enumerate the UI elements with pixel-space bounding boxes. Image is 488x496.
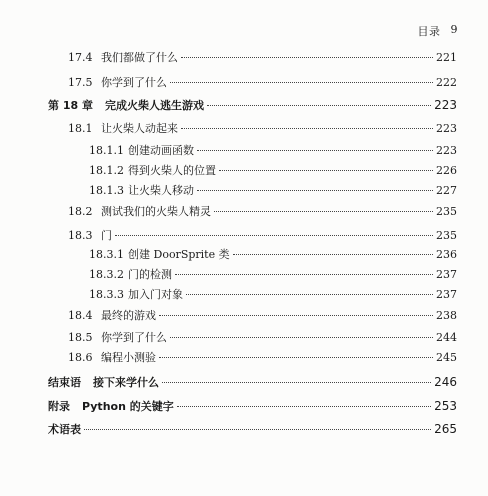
toc-entry-title: 门: [101, 229, 112, 242]
running-head-section: 目录: [417, 25, 441, 38]
toc-entry-number: 第 18 章: [48, 99, 93, 112]
dot-leader: [214, 211, 433, 212]
toc-entry-page-number: 221: [436, 51, 457, 64]
toc-entry-title: 让火柴人动起来: [101, 122, 178, 135]
toc-section-entry[interactable]: [68, 51, 457, 65]
toc-entry-number: 18.3.1: [89, 248, 124, 261]
toc-entry-title: Python 的关键字: [82, 400, 174, 413]
toc-chapter-entry[interactable]: [48, 399, 457, 414]
toc-section-entry[interactable]: [68, 122, 457, 136]
toc-entry-page-number: 235: [436, 205, 457, 218]
toc-section-entry[interactable]: [68, 76, 457, 90]
toc-entry-number: 18.1.2: [89, 164, 124, 177]
toc-chapter-entry[interactable]: [48, 422, 457, 437]
dot-leader: [219, 170, 433, 171]
toc-subsection-entry[interactable]: [89, 288, 457, 302]
dot-leader: [170, 82, 433, 83]
toc-section-entry[interactable]: [68, 229, 457, 243]
dot-leader: [84, 429, 431, 430]
dot-leader: [159, 315, 433, 316]
running-head: [418, 23, 459, 39]
toc-entry-page-number: 245: [436, 351, 457, 364]
dot-leader: [197, 190, 433, 191]
toc-entry-number: 18.2: [68, 205, 93, 218]
toc-entry-page-number: 226: [436, 164, 457, 177]
toc-subsection-entry[interactable]: [89, 248, 457, 262]
toc-entry-title: 得到火柴人的位置: [128, 164, 216, 177]
dot-leader: [162, 382, 431, 383]
toc-entry-title: 编程小测验: [101, 351, 156, 364]
dot-leader: [181, 57, 433, 58]
dot-leader: [159, 357, 433, 358]
toc-entry-title: 你学到了什么: [101, 331, 167, 344]
toc-entry-number: 17.4: [68, 51, 93, 64]
dot-leader: [197, 150, 433, 151]
dot-leader: [186, 294, 433, 295]
toc-entry-title: 让火柴人移动: [128, 184, 194, 197]
dot-leader: [175, 274, 433, 275]
toc-entry-title: 完成火柴人逃生游戏: [104, 99, 204, 112]
dot-leader: [177, 406, 431, 407]
toc-entry-number: 18.1: [68, 122, 93, 135]
dot-leader: [233, 254, 433, 255]
toc-entry-title: 加入门对象: [128, 288, 183, 301]
toc-entry-number: 18.3.2: [89, 268, 124, 281]
dot-leader: [115, 235, 433, 236]
toc-entry-page-number: 246: [434, 375, 457, 389]
toc-entry-number: 18.3.3: [89, 288, 124, 301]
running-head-page-number: 9: [450, 23, 458, 36]
dot-leader: [207, 105, 431, 106]
toc-entry-number: 18.1.1: [89, 144, 124, 157]
toc-entry-title: 门的检测: [128, 268, 172, 281]
toc-entry-number: 18.3: [68, 229, 93, 242]
toc-entry-page-number: 244: [436, 331, 457, 344]
toc-subsection-entry[interactable]: [89, 164, 457, 178]
toc-entry-title: 创建 DoorSprite 类: [128, 248, 230, 261]
toc-entry-page-number: 237: [436, 288, 457, 301]
toc-entry-title: 接下来学什么: [93, 376, 159, 389]
toc-entry-number: 17.5: [68, 76, 93, 89]
dot-leader: [170, 337, 433, 338]
toc-entry-page-number: 222: [436, 76, 457, 89]
toc-entry-page-number: 265: [434, 422, 457, 436]
toc-entry-page-number: 253: [434, 399, 457, 413]
toc-entry-number: 附录: [48, 400, 70, 413]
toc-section-entry[interactable]: [68, 331, 457, 345]
toc-subsection-entry[interactable]: [89, 144, 457, 158]
toc-section-entry[interactable]: [68, 309, 457, 323]
toc-entry-page-number: 227: [436, 184, 457, 197]
toc-entry-title: 你学到了什么: [101, 76, 167, 89]
toc-subsection-entry[interactable]: [89, 184, 457, 198]
dot-leader: [181, 128, 433, 129]
toc-entry-title: 我们都做了什么: [101, 51, 178, 64]
toc-chapter-entry[interactable]: [48, 375, 457, 390]
toc-section-entry[interactable]: [68, 205, 457, 219]
toc-section-entry[interactable]: [68, 351, 457, 365]
toc-entry-number: 18.5: [68, 331, 93, 344]
toc-entry-number: 18.6: [68, 351, 93, 364]
toc-entry-page-number: 238: [436, 309, 457, 322]
toc-entry-number: 18.1.3: [89, 184, 124, 197]
toc-entry-page-number: 223: [436, 144, 457, 157]
toc-entry-page-number: 223: [434, 98, 457, 112]
toc-entry-page-number: 236: [436, 248, 457, 261]
toc-entry-title: 创建动画函数: [128, 144, 194, 157]
toc-entry-number: 18.4: [68, 309, 93, 322]
toc-entry-page-number: 237: [436, 268, 457, 281]
toc-entry-title: 测试我们的火柴人精灵: [101, 205, 211, 218]
toc-subsection-entry[interactable]: [89, 268, 457, 282]
toc-entry-title: 最终的游戏: [101, 309, 156, 322]
toc-entry-number: 结束语: [48, 376, 81, 389]
toc-entry-page-number: 223: [436, 122, 457, 135]
toc-entry-page-number: 235: [436, 229, 457, 242]
toc-entry-title: 术语表: [48, 423, 81, 436]
toc-chapter-entry[interactable]: [48, 98, 457, 113]
